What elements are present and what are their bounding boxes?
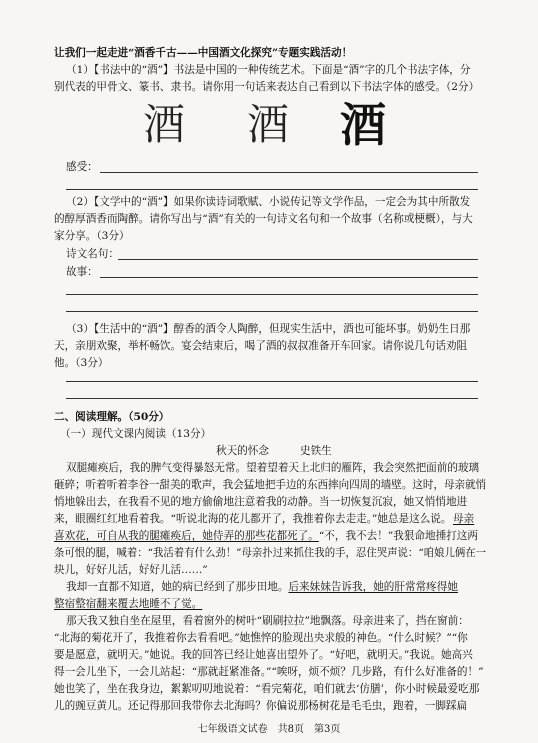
section-title: 二、阅读理解。（50分） — [54, 411, 170, 423]
q3-answer-line-1[interactable] — [66, 381, 478, 382]
passage-line: 那天我又独自坐在屋里，看着窗外的树叶“刷刷拉拉”地飘落。母亲进来了，挡在窗前： — [66, 615, 469, 627]
page-footer: 七年级语文试卷 共8页 第3页 — [197, 724, 341, 735]
passage-line-underline-mix — [66, 580, 458, 594]
underlined-sentence-1-start: 母亲 — [453, 513, 475, 525]
q3-line-1: （3）【生活中的“酒”】醇香的酒令人陶醉，但现实生活中，酒也可能坏事。奶奶生日那 — [66, 323, 471, 335]
underlined-sentence-1: 喜欢花，可自从我的腿瘫痪后，她侍弄的那些花都死了。 — [54, 530, 319, 542]
passage-line: 砸碎；听着听着李谷一甜美的歌声，我会猛地把手边的东西摔向四周的墙壁。这时，母亲就悄 — [54, 479, 487, 491]
passage-line: 得一会儿坐下，一会儿站起：“那就赶紧准备。”“唉呀，烦不烦？几步路，有什么好准备的！” — [54, 666, 484, 678]
article-title: 秋天的怀念 — [216, 445, 269, 457]
article-author: 史铁生 — [300, 445, 332, 457]
q1-line-2: 别代表的甲骨文、篆书、隶书。请你用一句话来表达自己看到以下书法字体的感受。（2分） — [54, 81, 480, 93]
passage-line: 要是愿意，就明天。”她说。我的回答已经让她喜出望外了。“好吧，就明天。”我说。她高兴 — [54, 649, 473, 661]
story-answer-line-2[interactable] — [66, 294, 478, 295]
passage-line: “北海的菊花开了，我推着你去看看吧。”她憔悴的脸现出央求般的神色。“什么时候？”“你 — [54, 632, 468, 644]
calligraphy-seal-glyph: 酒 — [246, 101, 290, 147]
story-answer-line-1[interactable] — [100, 277, 478, 278]
passage-line: 悄地躲出去，在我看不见的地方偷偷地注意着我的动静。当一切恢复沉寂，她又悄悄地进 — [54, 496, 468, 508]
underlined-sentence-2: 后来妹妹告诉我，她的肝常常疼得她 — [288, 581, 458, 593]
calligraphy-oracle — [124, 98, 204, 150]
passage-text: “不，我不去！”我狠命地捶打这两 — [318, 530, 478, 542]
calligraphy-oracle-glyph: 酒 — [142, 101, 186, 147]
calligraphy-clerical — [318, 98, 408, 150]
passage-line: 块儿，好好儿活，好好儿活……” — [54, 564, 208, 576]
calligraphy-clerical-glyph: 酒 — [340, 101, 386, 147]
q3-line-3: 他。（3分） — [54, 357, 109, 369]
passage-line: 来，眼圈红红地看着我。“听说北海的花儿都开了，我推着你去走走。”她总是这么说。 — [54, 513, 452, 525]
passage-line: 她也笑了，坐在我身边，絮絮叨叨地说着：“看完菊花，咱们就去‘仿膳’，你小时候最爱吃那 — [54, 683, 480, 695]
feel-label: 感受： — [66, 161, 98, 173]
passage-text: 我却一直都不知道，她的病已经到了那步田地。 — [66, 581, 289, 593]
q3-answer-line-2[interactable] — [66, 398, 478, 399]
story-answer-line-3[interactable] — [66, 311, 478, 312]
calligraphy-seal — [228, 98, 308, 150]
q1-line-1: （1）【书法中的“酒”】书法是中国的一种传统艺术。下面是“酒”字的几个书法字体，分 — [66, 64, 471, 76]
activity-intro: 让我们一起走进“酒香千古——中国酒文化探究”专题实践活动！ — [54, 47, 353, 59]
feel-answer-line-2[interactable] — [66, 189, 478, 190]
q2-line-2: 的醇厚酒香而陶醉。请你写出与“酒”有关的一句诗文名句和一个故事（名称或梗概），与大 — [54, 213, 473, 225]
q2-line-3: 家分享。（3分） — [54, 230, 130, 242]
poem-answer-line[interactable] — [118, 259, 478, 260]
story-label: 故事： — [66, 266, 98, 278]
passage-line-underline-mix — [54, 529, 478, 543]
section-subtitle: （一）现代文课内阅读（13分） — [60, 428, 212, 440]
passage-line: 儿的豌豆黄儿。还记得那回我带你去北海吗？你偏说那杨树花是毛毛虫，跑着，一脚踩扁 — [54, 700, 468, 712]
passage-line: 双腿瘫痪后，我的脾气变得暴怒无常。望着望着天上北归的雁阵，我会突然把面前的玻璃 — [66, 462, 480, 474]
q3-line-2: 天，亲朋欢聚，举杯畅饮。宴会结束后，喝了酒的叔叔准备开车回家。请你说几句话劝阻 — [54, 340, 468, 352]
passage-line: 条可恨的腿，喊着：“我活着有什么劲！”母亲扑过来抓住我的手，忍住哭声说：“咱娘儿俩在一 — [54, 547, 487, 559]
feel-answer-line-1[interactable] — [100, 172, 478, 173]
poem-label: 诗文名句： — [66, 248, 119, 260]
underlined-sentence-2-end: 整宿整宿翻来覆去地睡不了觉。 — [54, 598, 203, 610]
q2-line-1: （2）【文学中的“酒”】如果你读诗词歌赋、小说传记等文学作品，一定会为其中所散发 — [66, 196, 471, 208]
